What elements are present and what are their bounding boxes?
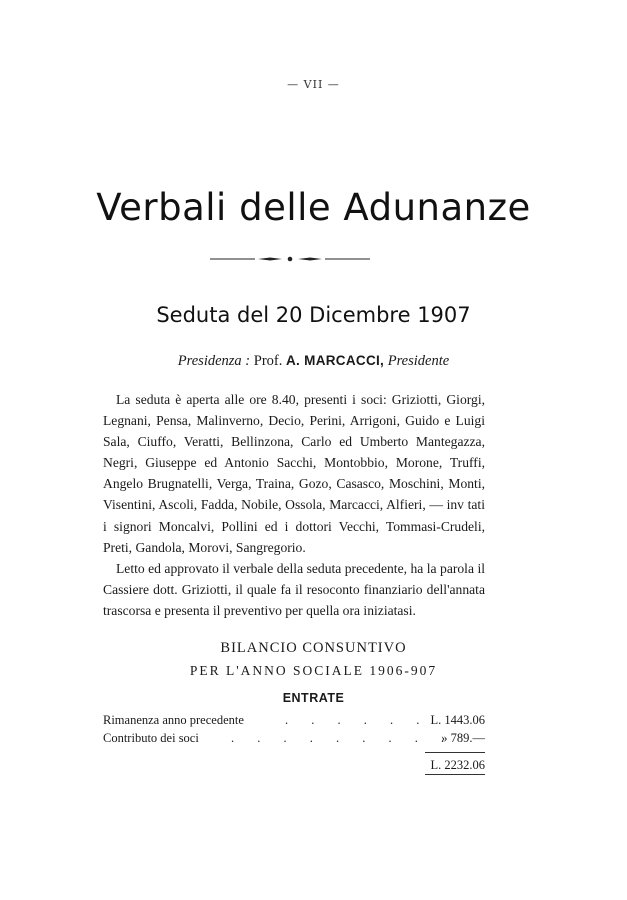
ornament-divider xyxy=(210,253,370,265)
ledger-dots: . . . . . . xyxy=(285,713,430,727)
president-role: Presidente xyxy=(387,353,450,369)
balance-subtitle: PER L'ANNO SOCIALE 1906-907 xyxy=(189,663,438,678)
page-number: — VII — xyxy=(287,78,340,91)
ledger-row xyxy=(103,729,485,747)
presidency-prefix: Prof. xyxy=(253,353,283,369)
ledger-row xyxy=(103,711,485,729)
page-title: Verbali delle Adunanze xyxy=(96,186,531,229)
ledger-amount: L. 1443.06 xyxy=(430,713,485,727)
minutes-body xyxy=(103,389,485,621)
paragraph-report: Letto ed approvato il verbale della seduta precedente, ha la parola il Cassiere dott. Griziotti, il quale fa il resoconto finanziario dell'annata trascorsa e presenta il preventivo per quella ora iniziatasi. xyxy=(103,560,485,618)
ledger-dots: . . . . . . . . . xyxy=(231,731,455,745)
balance-title: BILANCIO CONSUNTIVO xyxy=(220,640,407,656)
presidency-line xyxy=(0,353,627,370)
ledger-amount: » 789.— xyxy=(441,731,485,745)
ledger-total: L. 2232.06 xyxy=(430,758,485,772)
presidency-label: Presidenza : xyxy=(177,353,251,369)
income-heading: ENTRATE xyxy=(282,691,345,705)
total-underline xyxy=(425,774,485,775)
session-title: Seduta del 20 Dicembre 1907 xyxy=(156,303,471,327)
ledger-label: Rimanenza anno precedente xyxy=(103,713,244,727)
president-name: A. MARCACCI, xyxy=(286,353,385,368)
ledger-label: Contributo dei soci xyxy=(103,731,199,745)
paragraph-attendance: La seduta è aperta alle ore 8.40, presenti i soci: Griziotti, Giorgi, Legnani, Pensa, Malinverno, Decio, Perini, Arrigoni, Guido e Luigi Sala, Ciuffo, Veratti, Bellinzona, Carlo ed Umberto Mantegazza, Negri, Giuseppe ed Antonio Sacchi, Montobbio, Morone, Truffi, Angelo Brugnatelli, Verga, Traina, Gozo, Casasco, Moschini, Monti, Visentini, Ascoli, Fadda, Nobile, Ossola, Marcacci, Alfieri, — inv tati i signori Moncalvi, Pollini ed i dottori Vecchi, Tommasi-Crudeli, Preti, Gandola, Morovi, Sangregorio. xyxy=(103,392,485,555)
sum-rule xyxy=(425,752,485,753)
